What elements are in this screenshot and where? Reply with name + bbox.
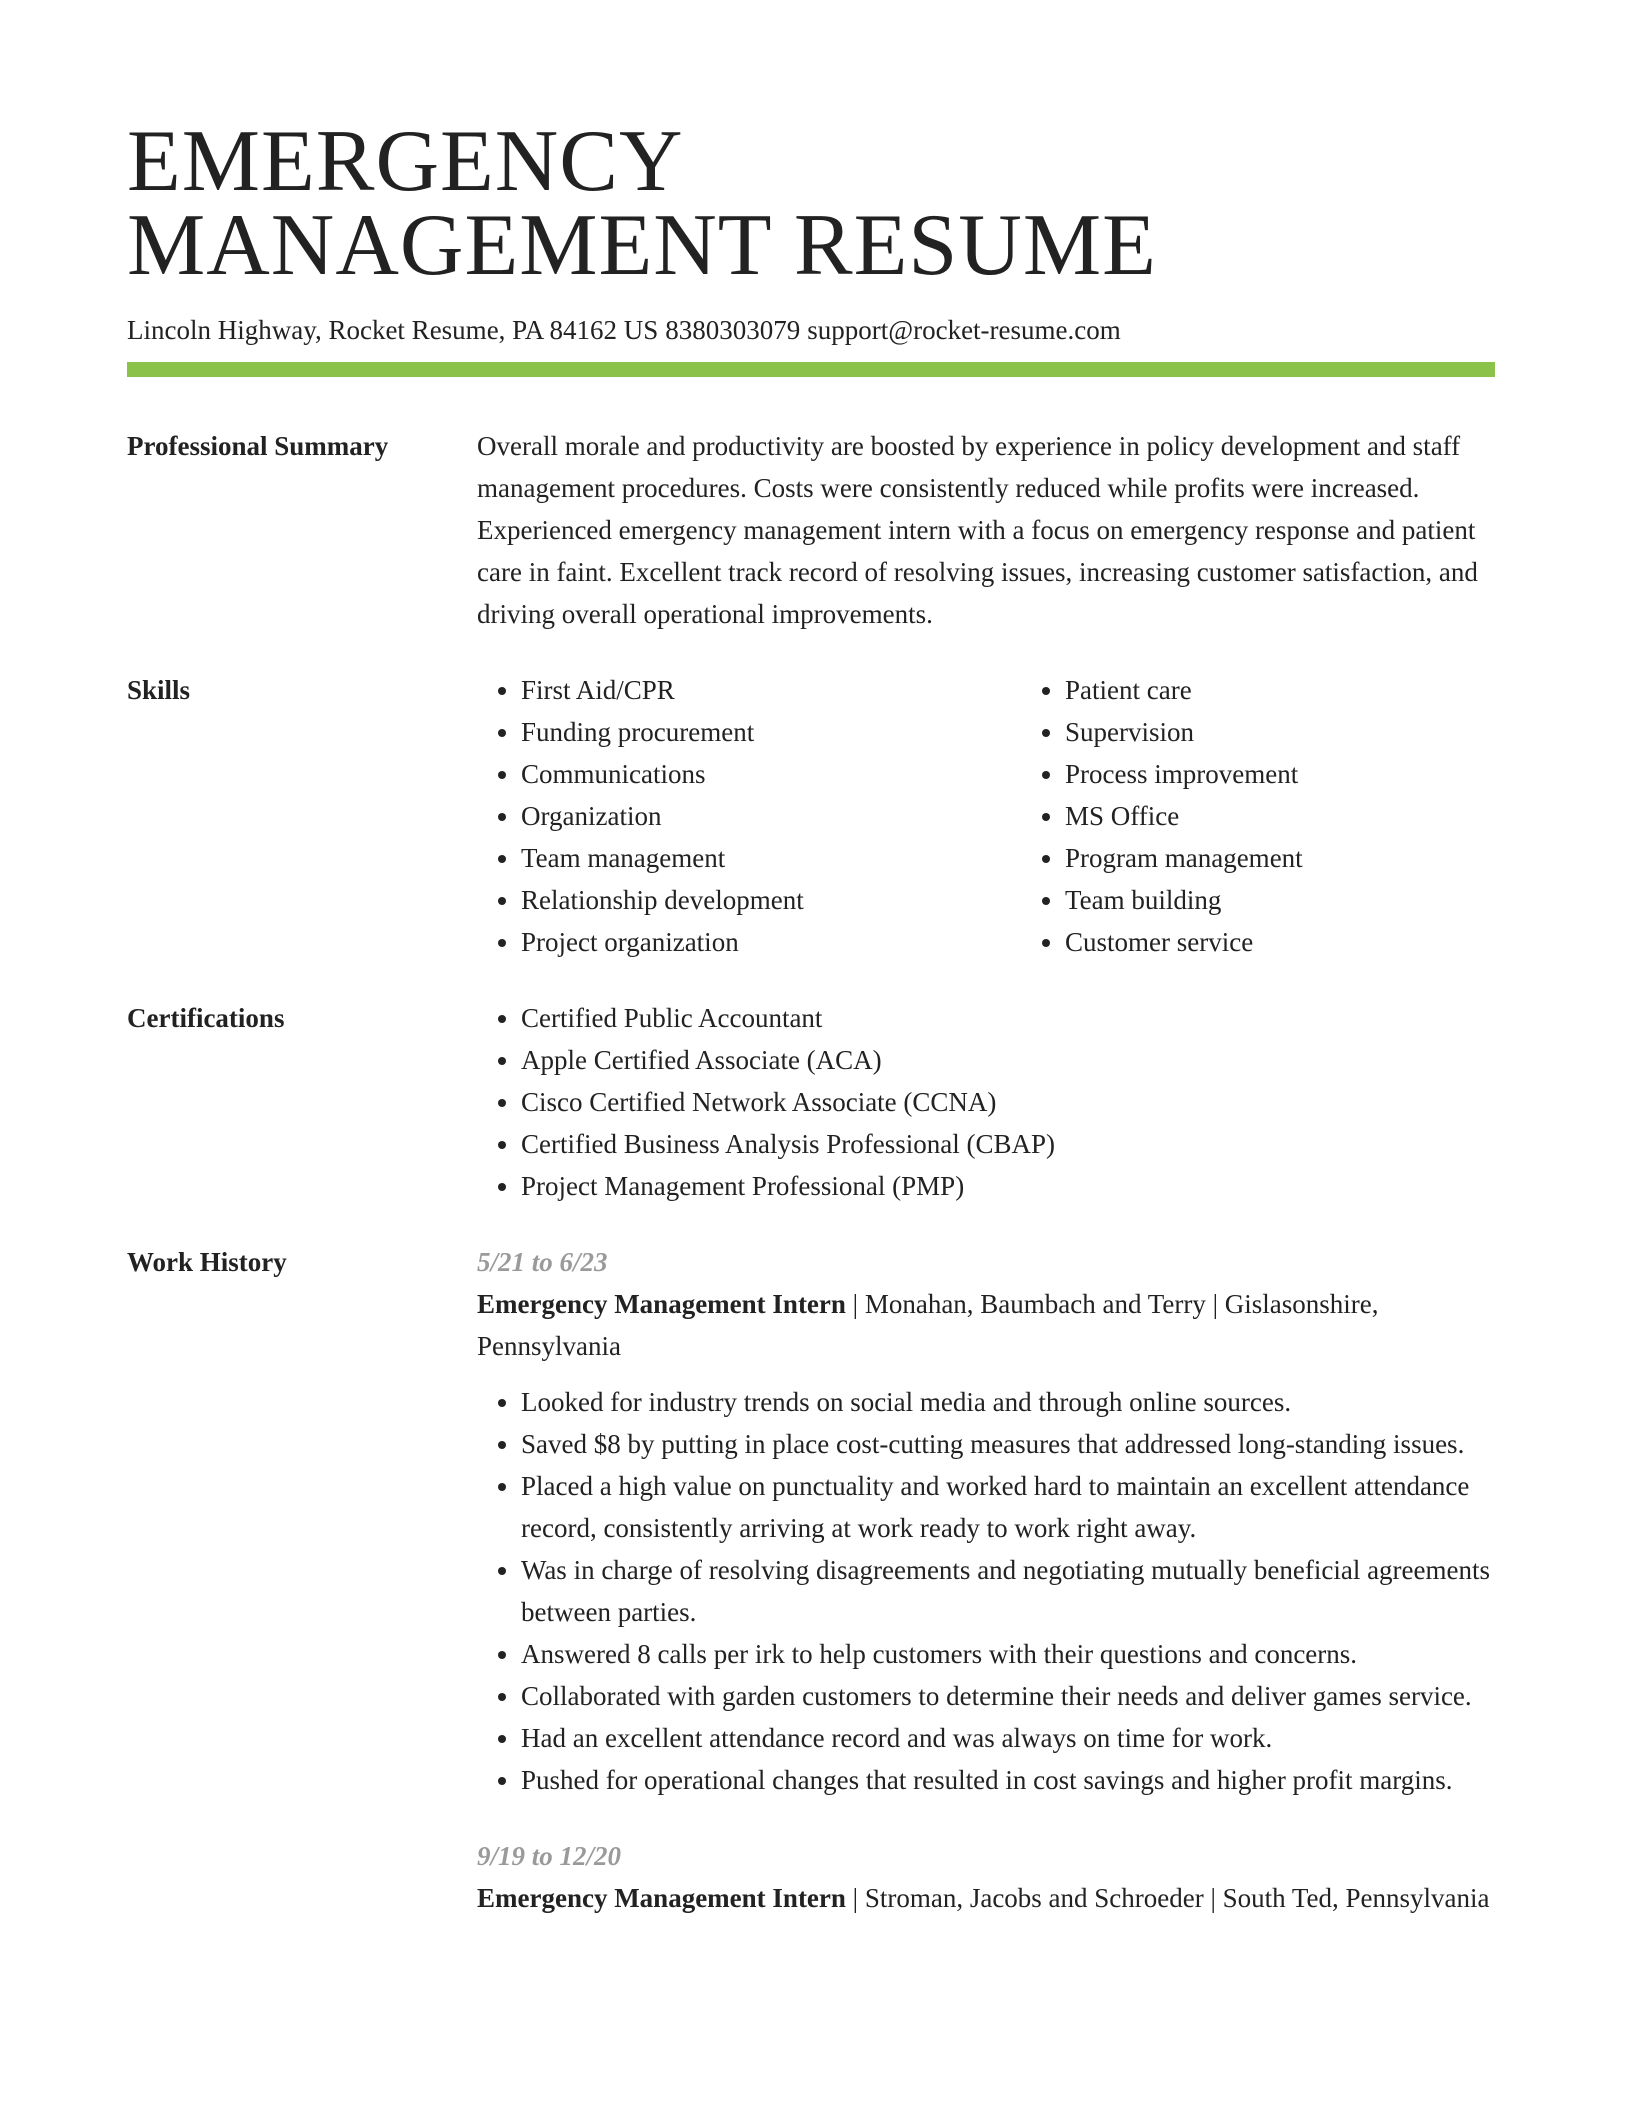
job-entry (477, 1835, 1495, 1919)
section-label-summary: Professional Summary (127, 431, 389, 461)
resume-title-line1: EMERGENCY (127, 113, 684, 210)
job-bullet: • Collaborated with garden customers to determine their needs and deliver games service. (521, 1675, 1495, 1717)
certification-item: • Cisco Certified Network Associate (CCNA) (521, 1081, 1495, 1123)
job-company-location: | Stroman, Jacobs and Schroeder | South Ted, Pennsylvania (845, 1883, 1490, 1913)
skills-list-col1 (477, 669, 1021, 963)
skill-item: • Project organization (521, 921, 1021, 963)
certification-item: • Certified Business Analysis Professional (CBAP) (521, 1123, 1495, 1165)
job-bullet: • Answered 8 calls per irk to help customers with their questions and concerns. (521, 1633, 1495, 1675)
skill-item: • First Aid/CPR (521, 669, 1021, 711)
job-entry (477, 1241, 1495, 1801)
summary-text: Overall morale and productivity are boosted by experience in policy development and staff management procedures. Costs were consistently reduced while profits were increased. Experienced emergency management intern with a focus on emergency response and patient care in faint. Excellent track record of resolving issues, increasing customer satisfaction, and driving overall operational improvements. (477, 431, 1478, 629)
skill-item: • Team building (1065, 879, 1565, 921)
skill-item: • MS Office (1065, 795, 1565, 837)
skills-section (127, 669, 1495, 963)
resume-page (127, 113, 1495, 1919)
resume-title-line2: MANAGEMENT RESUME (127, 197, 1157, 294)
job-heading (477, 1283, 1495, 1367)
skill-item: • Relationship development (521, 879, 1021, 921)
certification-item: • Project Management Professional (PMP) (521, 1165, 1495, 1207)
skill-item: • Customer service (1065, 921, 1565, 963)
skill-item: • Organization (521, 795, 1021, 837)
job-company-location: | Monahan, Baumbach and Terry | Gislasonshire, Pennsylvania (477, 1289, 1379, 1361)
job-title: Emergency Management Intern (477, 1289, 846, 1319)
section-label-work-history: Work History (127, 1247, 287, 1277)
skill-item: • Funding procurement (521, 711, 1021, 753)
job-bullet: • Was in charge of resolving disagreements and negotiating mutually beneficial agreements between parties. (521, 1549, 1495, 1633)
job-heading (477, 1877, 1495, 1919)
skills-list-col2 (1021, 669, 1565, 963)
header-divider (127, 362, 1495, 377)
job-dates: 5/21 to 6/23 (477, 1247, 608, 1277)
resume-title (127, 113, 1495, 294)
certifications-section (127, 997, 1495, 1207)
job-bullet: • Looked for industry trends on social media and through online sources. (521, 1381, 1495, 1423)
job-bullet: • Had an excellent attendance record and was always on time for work. (521, 1717, 1495, 1759)
skill-item: • Team management (521, 837, 1021, 879)
certification-item: • Certified Public Accountant (521, 997, 1495, 1039)
certifications-list (477, 997, 1495, 1207)
skill-item: • Supervision (1065, 711, 1565, 753)
job-title: Emergency Management Intern (477, 1883, 846, 1913)
contact-address: Lincoln Highway, Rocket Resume, PA 84162 US (127, 315, 659, 345)
contact-line (127, 312, 1495, 348)
skill-item: • Process improvement (1065, 753, 1565, 795)
skill-item: • Communications (521, 753, 1021, 795)
contact-email: support@rocket-resume.com (807, 315, 1121, 345)
job-bullet: • Saved $8 by putting in place cost-cutting measures that addressed long-standing issues. (521, 1423, 1495, 1465)
summary-section (127, 425, 1495, 635)
job-bullets (477, 1381, 1495, 1801)
section-label-certifications: Certifications (127, 1003, 285, 1033)
certification-item: • Apple Certified Associate (ACA) (521, 1039, 1495, 1081)
work-history-section (127, 1241, 1495, 1919)
job-bullet: • Placed a high value on punctuality and worked hard to maintain an excellent attendance record, consistently arriving at work ready to work right away. (521, 1465, 1495, 1549)
contact-phone: 8380303079 (665, 315, 801, 345)
skill-item: • Patient care (1065, 669, 1565, 711)
skill-item: • Program management (1065, 837, 1565, 879)
job-bullet: • Pushed for operational changes that resulted in cost savings and higher profit margins. (521, 1759, 1495, 1801)
job-dates: 9/19 to 12/20 (477, 1841, 622, 1871)
section-label-skills: Skills (127, 675, 191, 705)
